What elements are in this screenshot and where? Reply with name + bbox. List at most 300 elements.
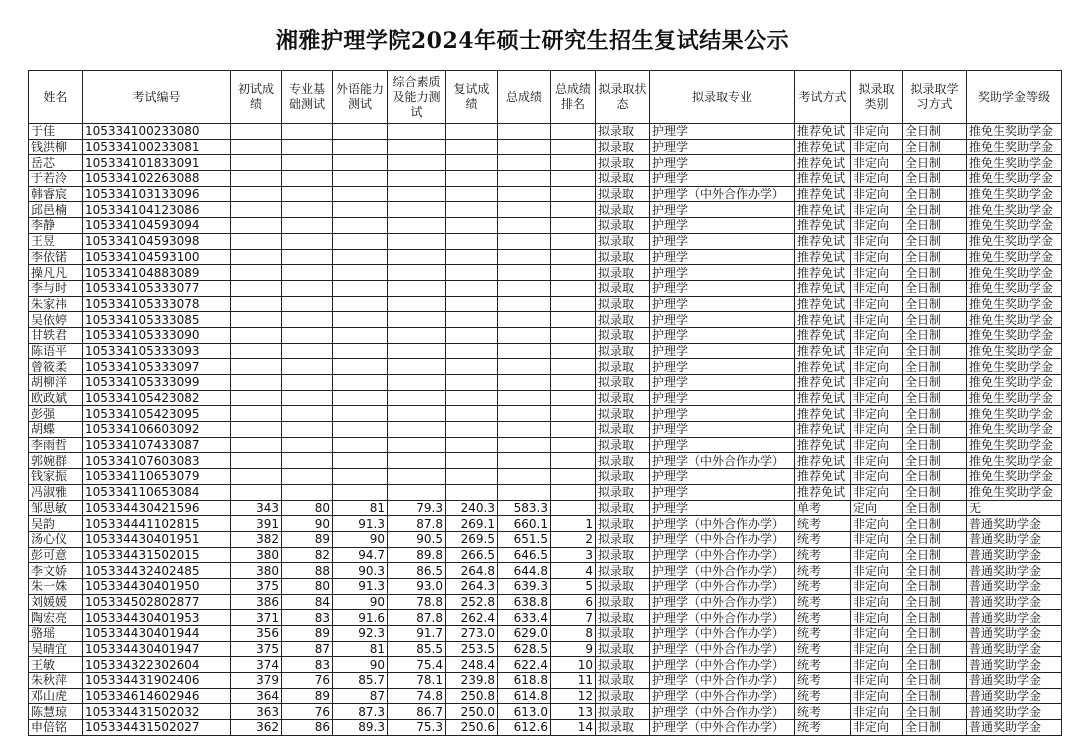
table-cell: 非定向 bbox=[851, 359, 903, 375]
table-cell bbox=[388, 280, 446, 296]
table-cell: 5 bbox=[551, 578, 596, 594]
table-cell: 推免生奖助学金 bbox=[967, 469, 1062, 485]
table-cell bbox=[388, 390, 446, 406]
table-cell bbox=[231, 359, 282, 375]
table-cell: 护理学 bbox=[650, 124, 795, 140]
table-cell: 全日制 bbox=[903, 563, 967, 579]
table-cell: 非定向 bbox=[851, 594, 903, 610]
table-cell: 全日制 bbox=[903, 422, 967, 438]
table-cell: 105334105333099 bbox=[83, 375, 231, 391]
table-cell: 护理学 bbox=[650, 233, 795, 249]
table-cell: 非定向 bbox=[851, 233, 903, 249]
column-header: 姓名 bbox=[29, 71, 83, 124]
table-cell: 612.6 bbox=[498, 720, 551, 736]
table-cell: 推免生奖助学金 bbox=[967, 422, 1062, 438]
table-cell: 非定向 bbox=[851, 186, 903, 202]
table-cell bbox=[333, 280, 388, 296]
table-cell: 80 bbox=[282, 578, 333, 594]
table-cell: 推荐免试 bbox=[795, 453, 851, 469]
table-cell: 护理学 bbox=[650, 139, 795, 155]
table-cell: 拟录取 bbox=[596, 233, 650, 249]
table-cell: 81 bbox=[333, 641, 388, 657]
table-cell bbox=[551, 296, 596, 312]
table-cell: 推免生奖助学金 bbox=[967, 484, 1062, 500]
table-cell bbox=[282, 249, 333, 265]
table-cell bbox=[446, 375, 498, 391]
table-cell: 646.5 bbox=[498, 547, 551, 563]
table-cell: 105334102263088 bbox=[83, 171, 231, 187]
table-cell: 全日制 bbox=[903, 233, 967, 249]
table-cell: 推荐免试 bbox=[795, 375, 851, 391]
table-cell: 统考 bbox=[795, 547, 851, 563]
table-cell: 239.8 bbox=[446, 673, 498, 689]
table-cell: 统考 bbox=[795, 626, 851, 642]
table-cell bbox=[231, 233, 282, 249]
table-row bbox=[29, 359, 1062, 375]
table-cell: 380 bbox=[231, 547, 282, 563]
table-cell: 105334100233081 bbox=[83, 139, 231, 155]
table-cell bbox=[551, 155, 596, 171]
table-cell: 操凡凡 bbox=[29, 265, 83, 281]
table-cell: 253.5 bbox=[446, 641, 498, 657]
table-row bbox=[29, 327, 1062, 343]
table-cell: 普通奖助学金 bbox=[967, 688, 1062, 704]
table-row bbox=[29, 437, 1062, 453]
table-cell bbox=[282, 343, 333, 359]
table-cell: 护理学 bbox=[650, 469, 795, 485]
table-cell bbox=[282, 139, 333, 155]
table-cell: 240.3 bbox=[446, 500, 498, 516]
table-cell: 629.0 bbox=[498, 626, 551, 642]
table-cell: 262.4 bbox=[446, 610, 498, 626]
results-table bbox=[28, 70, 1062, 736]
table-cell: 74.8 bbox=[388, 688, 446, 704]
table-cell: 全日制 bbox=[903, 453, 967, 469]
table-row bbox=[29, 594, 1062, 610]
table-cell bbox=[282, 469, 333, 485]
table-cell: 91.3 bbox=[333, 578, 388, 594]
table-row bbox=[29, 484, 1062, 500]
table-cell bbox=[231, 265, 282, 281]
table-cell: 推荐免试 bbox=[795, 233, 851, 249]
table-cell: 269.5 bbox=[446, 531, 498, 547]
table-cell bbox=[388, 484, 446, 500]
table-cell bbox=[551, 359, 596, 375]
column-header: 复试成绩 bbox=[446, 71, 498, 124]
table-cell bbox=[282, 327, 333, 343]
table-cell bbox=[446, 453, 498, 469]
table-cell: 105334110653084 bbox=[83, 484, 231, 500]
table-cell: 全日制 bbox=[903, 610, 967, 626]
table-cell: 邱邑楠 bbox=[29, 202, 83, 218]
table-cell: 90 bbox=[333, 594, 388, 610]
table-cell: 拟录取 bbox=[596, 657, 650, 673]
table-cell: 639.3 bbox=[498, 578, 551, 594]
table-cell bbox=[231, 312, 282, 328]
table-cell: 105334101833091 bbox=[83, 155, 231, 171]
table-row bbox=[29, 673, 1062, 689]
table-cell: 356 bbox=[231, 626, 282, 642]
table-row bbox=[29, 375, 1062, 391]
table-cell bbox=[498, 375, 551, 391]
table-cell: 欧政斌 bbox=[29, 390, 83, 406]
table-cell bbox=[551, 202, 596, 218]
table-cell bbox=[231, 124, 282, 140]
table-cell: 非定向 bbox=[851, 484, 903, 500]
table-row bbox=[29, 422, 1062, 438]
table-cell: 10 bbox=[551, 657, 596, 673]
table-cell: 甘轶君 bbox=[29, 327, 83, 343]
table-cell: 638.8 bbox=[498, 594, 551, 610]
table-cell: 护理学 bbox=[650, 327, 795, 343]
table-cell: 拟录取 bbox=[596, 359, 650, 375]
table-cell bbox=[282, 155, 333, 171]
table-row bbox=[29, 704, 1062, 720]
table-cell: 非定向 bbox=[851, 139, 903, 155]
table-cell bbox=[231, 453, 282, 469]
table-cell bbox=[231, 406, 282, 422]
table-cell: 岳芯 bbox=[29, 155, 83, 171]
table-cell: 83 bbox=[282, 610, 333, 626]
table-cell: 90 bbox=[333, 657, 388, 673]
table-cell: 379 bbox=[231, 673, 282, 689]
table-cell: 7 bbox=[551, 610, 596, 626]
table-cell: 拟录取 bbox=[596, 516, 650, 532]
table-cell bbox=[498, 218, 551, 234]
table-row bbox=[29, 124, 1062, 140]
table-cell: 拟录取 bbox=[596, 626, 650, 642]
table-cell: 拟录取 bbox=[596, 610, 650, 626]
table-cell: 全日制 bbox=[903, 578, 967, 594]
table-cell bbox=[498, 343, 551, 359]
table-cell: 90 bbox=[282, 516, 333, 532]
table-cell: 陈慧琼 bbox=[29, 704, 83, 720]
table-cell: 统考 bbox=[795, 516, 851, 532]
table-cell bbox=[282, 437, 333, 453]
table-cell: 统考 bbox=[795, 578, 851, 594]
table-cell: 非定向 bbox=[851, 218, 903, 234]
table-cell bbox=[446, 265, 498, 281]
table-cell: 非定向 bbox=[851, 406, 903, 422]
table-cell: 郭婉群 bbox=[29, 453, 83, 469]
table-cell bbox=[333, 437, 388, 453]
table-cell: 普通奖助学金 bbox=[967, 547, 1062, 563]
table-cell: 633.4 bbox=[498, 610, 551, 626]
table-cell bbox=[231, 469, 282, 485]
table-cell: 非定向 bbox=[851, 704, 903, 720]
table-cell bbox=[446, 390, 498, 406]
table-cell bbox=[333, 375, 388, 391]
table-cell: 全日制 bbox=[903, 500, 967, 516]
table-cell: 105334104593094 bbox=[83, 218, 231, 234]
table-cell: 全日制 bbox=[903, 265, 967, 281]
table-cell: 非定向 bbox=[851, 280, 903, 296]
table-cell bbox=[498, 265, 551, 281]
table-cell: 105334107433087 bbox=[83, 437, 231, 453]
table-cell: 拟录取 bbox=[596, 296, 650, 312]
table-cell: 推荐免试 bbox=[795, 327, 851, 343]
table-cell: 105334103133096 bbox=[83, 186, 231, 202]
table-cell: 651.5 bbox=[498, 531, 551, 547]
table-cell: 89.8 bbox=[388, 547, 446, 563]
table-cell: 618.8 bbox=[498, 673, 551, 689]
table-cell: 申倍铭 bbox=[29, 720, 83, 736]
table-cell bbox=[388, 218, 446, 234]
table-cell: 105334105333090 bbox=[83, 327, 231, 343]
table-cell bbox=[333, 453, 388, 469]
table-cell bbox=[551, 171, 596, 187]
table-cell: 全日制 bbox=[903, 406, 967, 422]
table-cell: 推免生奖助学金 bbox=[967, 343, 1062, 359]
table-cell bbox=[498, 406, 551, 422]
table-cell: 14 bbox=[551, 720, 596, 736]
table-cell bbox=[231, 484, 282, 500]
table-cell: 推荐免试 bbox=[795, 312, 851, 328]
table-cell bbox=[446, 406, 498, 422]
table-cell: 全日制 bbox=[903, 704, 967, 720]
table-cell: 全日制 bbox=[903, 202, 967, 218]
table-row bbox=[29, 516, 1062, 532]
table-cell: 622.4 bbox=[498, 657, 551, 673]
table-cell bbox=[446, 249, 498, 265]
table-cell: 护理学 bbox=[650, 265, 795, 281]
table-cell: 推免生奖助学金 bbox=[967, 453, 1062, 469]
table-cell: 推荐免试 bbox=[795, 171, 851, 187]
table-cell: 3 bbox=[551, 547, 596, 563]
table-cell: 89 bbox=[282, 626, 333, 642]
table-cell: 全日制 bbox=[903, 594, 967, 610]
table-cell: 拟录取 bbox=[596, 186, 650, 202]
table-cell bbox=[498, 437, 551, 453]
table-cell bbox=[388, 265, 446, 281]
table-cell: 护理学 bbox=[650, 249, 795, 265]
table-cell: 普通奖助学金 bbox=[967, 531, 1062, 547]
table-cell bbox=[388, 155, 446, 171]
table-cell bbox=[446, 155, 498, 171]
table-row bbox=[29, 155, 1062, 171]
table-row bbox=[29, 218, 1062, 234]
table-row bbox=[29, 531, 1062, 547]
table-cell: 统考 bbox=[795, 610, 851, 626]
table-cell: 80 bbox=[282, 500, 333, 516]
table-cell: 248.4 bbox=[446, 657, 498, 673]
table-cell: 李雨哲 bbox=[29, 437, 83, 453]
table-row bbox=[29, 453, 1062, 469]
table-cell bbox=[498, 390, 551, 406]
table-cell: 护理学（中外合作办学） bbox=[650, 547, 795, 563]
table-cell bbox=[551, 124, 596, 140]
column-header: 拟录取类别 bbox=[851, 71, 903, 124]
table-cell: 推免生奖助学金 bbox=[967, 202, 1062, 218]
table-cell: 250.8 bbox=[446, 688, 498, 704]
table-cell bbox=[446, 359, 498, 375]
table-cell: 105334430401950 bbox=[83, 578, 231, 594]
table-cell: 非定向 bbox=[851, 453, 903, 469]
table-cell: 护理学（中外合作办学） bbox=[650, 563, 795, 579]
table-cell bbox=[551, 186, 596, 202]
table-cell: 统考 bbox=[795, 531, 851, 547]
table-cell bbox=[388, 406, 446, 422]
table-cell: 375 bbox=[231, 578, 282, 594]
table-cell: 非定向 bbox=[851, 563, 903, 579]
table-cell: 推荐免试 bbox=[795, 124, 851, 140]
table-cell bbox=[388, 359, 446, 375]
table-cell: 推荐免试 bbox=[795, 265, 851, 281]
table-cell: 6 bbox=[551, 594, 596, 610]
table-cell bbox=[498, 186, 551, 202]
table-cell bbox=[231, 296, 282, 312]
table-cell: 391 bbox=[231, 516, 282, 532]
table-cell: 钱洪柳 bbox=[29, 139, 83, 155]
header-row bbox=[29, 71, 1062, 124]
table-cell: 推荐免试 bbox=[795, 359, 851, 375]
table-row bbox=[29, 500, 1062, 516]
table-cell: 推免生奖助学金 bbox=[967, 171, 1062, 187]
table-cell bbox=[498, 249, 551, 265]
column-header: 拟录取状态 bbox=[596, 71, 650, 124]
table-cell: 拟录取 bbox=[596, 673, 650, 689]
table-cell: 护理学 bbox=[650, 202, 795, 218]
table-cell bbox=[551, 233, 596, 249]
table-cell: 拟录取 bbox=[596, 265, 650, 281]
table-cell bbox=[498, 139, 551, 155]
table-cell: 371 bbox=[231, 610, 282, 626]
table-cell: 86 bbox=[282, 720, 333, 736]
table-cell: 朱秋萍 bbox=[29, 673, 83, 689]
table-cell bbox=[551, 390, 596, 406]
table-cell bbox=[388, 469, 446, 485]
table-cell bbox=[282, 422, 333, 438]
table-cell bbox=[231, 343, 282, 359]
table-cell: 9 bbox=[551, 641, 596, 657]
table-cell: 78.1 bbox=[388, 673, 446, 689]
table-cell: 拟录取 bbox=[596, 704, 650, 720]
page-title: 湘雅护理学院2024年硕士研究生招生复试结果公示 bbox=[275, 28, 790, 54]
table-cell: 吴依婷 bbox=[29, 312, 83, 328]
column-header: 奖助学金等级 bbox=[967, 71, 1062, 124]
table-cell: 彭可意 bbox=[29, 547, 83, 563]
table-cell: 胡蝶 bbox=[29, 422, 83, 438]
table-cell: 105334431902406 bbox=[83, 673, 231, 689]
table-cell: 105334431502027 bbox=[83, 720, 231, 736]
table-cell bbox=[282, 484, 333, 500]
table-cell: 非定向 bbox=[851, 578, 903, 594]
table-cell: 全日制 bbox=[903, 171, 967, 187]
table-cell: 推荐免试 bbox=[795, 437, 851, 453]
table-cell: 护理学 bbox=[650, 422, 795, 438]
table-cell: 护理学 bbox=[650, 406, 795, 422]
table-cell: 护理学（中外合作办学） bbox=[650, 704, 795, 720]
table-cell bbox=[231, 155, 282, 171]
table-row bbox=[29, 469, 1062, 485]
table-cell: 105334105423082 bbox=[83, 390, 231, 406]
table-cell: 91.3 bbox=[333, 516, 388, 532]
table-cell: 推荐免试 bbox=[795, 155, 851, 171]
table-cell bbox=[551, 249, 596, 265]
table-cell bbox=[333, 327, 388, 343]
table-cell: 1 bbox=[551, 516, 596, 532]
table-cell bbox=[333, 249, 388, 265]
table-cell: 护理学（中外合作办学） bbox=[650, 641, 795, 657]
table-cell: 普通奖助学金 bbox=[967, 704, 1062, 720]
table-cell: 护理学（中外合作办学） bbox=[650, 720, 795, 736]
table-cell bbox=[498, 280, 551, 296]
table-cell: 86.7 bbox=[388, 704, 446, 720]
table-cell: 护理学 bbox=[650, 155, 795, 171]
table-cell bbox=[446, 296, 498, 312]
table-row bbox=[29, 312, 1062, 328]
table-cell: 骆瑶 bbox=[29, 626, 83, 642]
table-cell bbox=[551, 218, 596, 234]
table-cell: 非定向 bbox=[851, 516, 903, 532]
table-cell: 75.3 bbox=[388, 720, 446, 736]
table-cell: 护理学（中外合作办学） bbox=[650, 610, 795, 626]
table-cell: 推免生奖助学金 bbox=[967, 124, 1062, 140]
table-row bbox=[29, 202, 1062, 218]
table-cell: 统考 bbox=[795, 673, 851, 689]
table-cell bbox=[282, 406, 333, 422]
table-cell: 105334322302604 bbox=[83, 657, 231, 673]
table-cell bbox=[282, 390, 333, 406]
table-cell: 推荐免试 bbox=[795, 484, 851, 500]
table-cell: 拟录取 bbox=[596, 641, 650, 657]
table-cell: 护理学（中外合作办学） bbox=[650, 594, 795, 610]
table-cell bbox=[551, 453, 596, 469]
table-cell: 269.1 bbox=[446, 516, 498, 532]
table-cell: 统考 bbox=[795, 720, 851, 736]
table-cell: 推免生奖助学金 bbox=[967, 437, 1062, 453]
table-cell: 拟录取 bbox=[596, 139, 650, 155]
table-cell: 邹思敏 bbox=[29, 500, 83, 516]
table-cell bbox=[446, 484, 498, 500]
table-cell: 推荐免试 bbox=[795, 186, 851, 202]
table-cell: 全日制 bbox=[903, 124, 967, 140]
table-cell: 264.8 bbox=[446, 563, 498, 579]
table-cell: 非定向 bbox=[851, 610, 903, 626]
table-cell bbox=[282, 265, 333, 281]
table-cell: 非定向 bbox=[851, 265, 903, 281]
table-cell: 非定向 bbox=[851, 673, 903, 689]
table-cell: 90.3 bbox=[333, 563, 388, 579]
table-cell bbox=[498, 312, 551, 328]
table-cell: 全日制 bbox=[903, 516, 967, 532]
table-cell: 护理学 bbox=[650, 312, 795, 328]
table-cell: 普通奖助学金 bbox=[967, 626, 1062, 642]
table-cell: 非定向 bbox=[851, 641, 903, 657]
table-cell: 推荐免试 bbox=[795, 469, 851, 485]
table-cell: 推荐免试 bbox=[795, 390, 851, 406]
table-cell: 614.8 bbox=[498, 688, 551, 704]
table-cell bbox=[231, 390, 282, 406]
column-header: 拟录取专业 bbox=[650, 71, 795, 124]
table-cell: 推免生奖助学金 bbox=[967, 406, 1062, 422]
table-row bbox=[29, 233, 1062, 249]
table-cell bbox=[282, 233, 333, 249]
table-cell bbox=[446, 327, 498, 343]
table-cell: 邓山虎 bbox=[29, 688, 83, 704]
table-cell: 拟录取 bbox=[596, 375, 650, 391]
table-cell: 90.5 bbox=[388, 531, 446, 547]
table-cell: 冯淑雅 bbox=[29, 484, 83, 500]
table-cell: 13 bbox=[551, 704, 596, 720]
table-cell bbox=[388, 296, 446, 312]
table-cell: 87.8 bbox=[388, 610, 446, 626]
table-cell bbox=[282, 124, 333, 140]
table-cell: 85.5 bbox=[388, 641, 446, 657]
table-cell bbox=[551, 327, 596, 343]
table-cell: 护理学（中外合作办学） bbox=[650, 657, 795, 673]
table-cell bbox=[388, 124, 446, 140]
